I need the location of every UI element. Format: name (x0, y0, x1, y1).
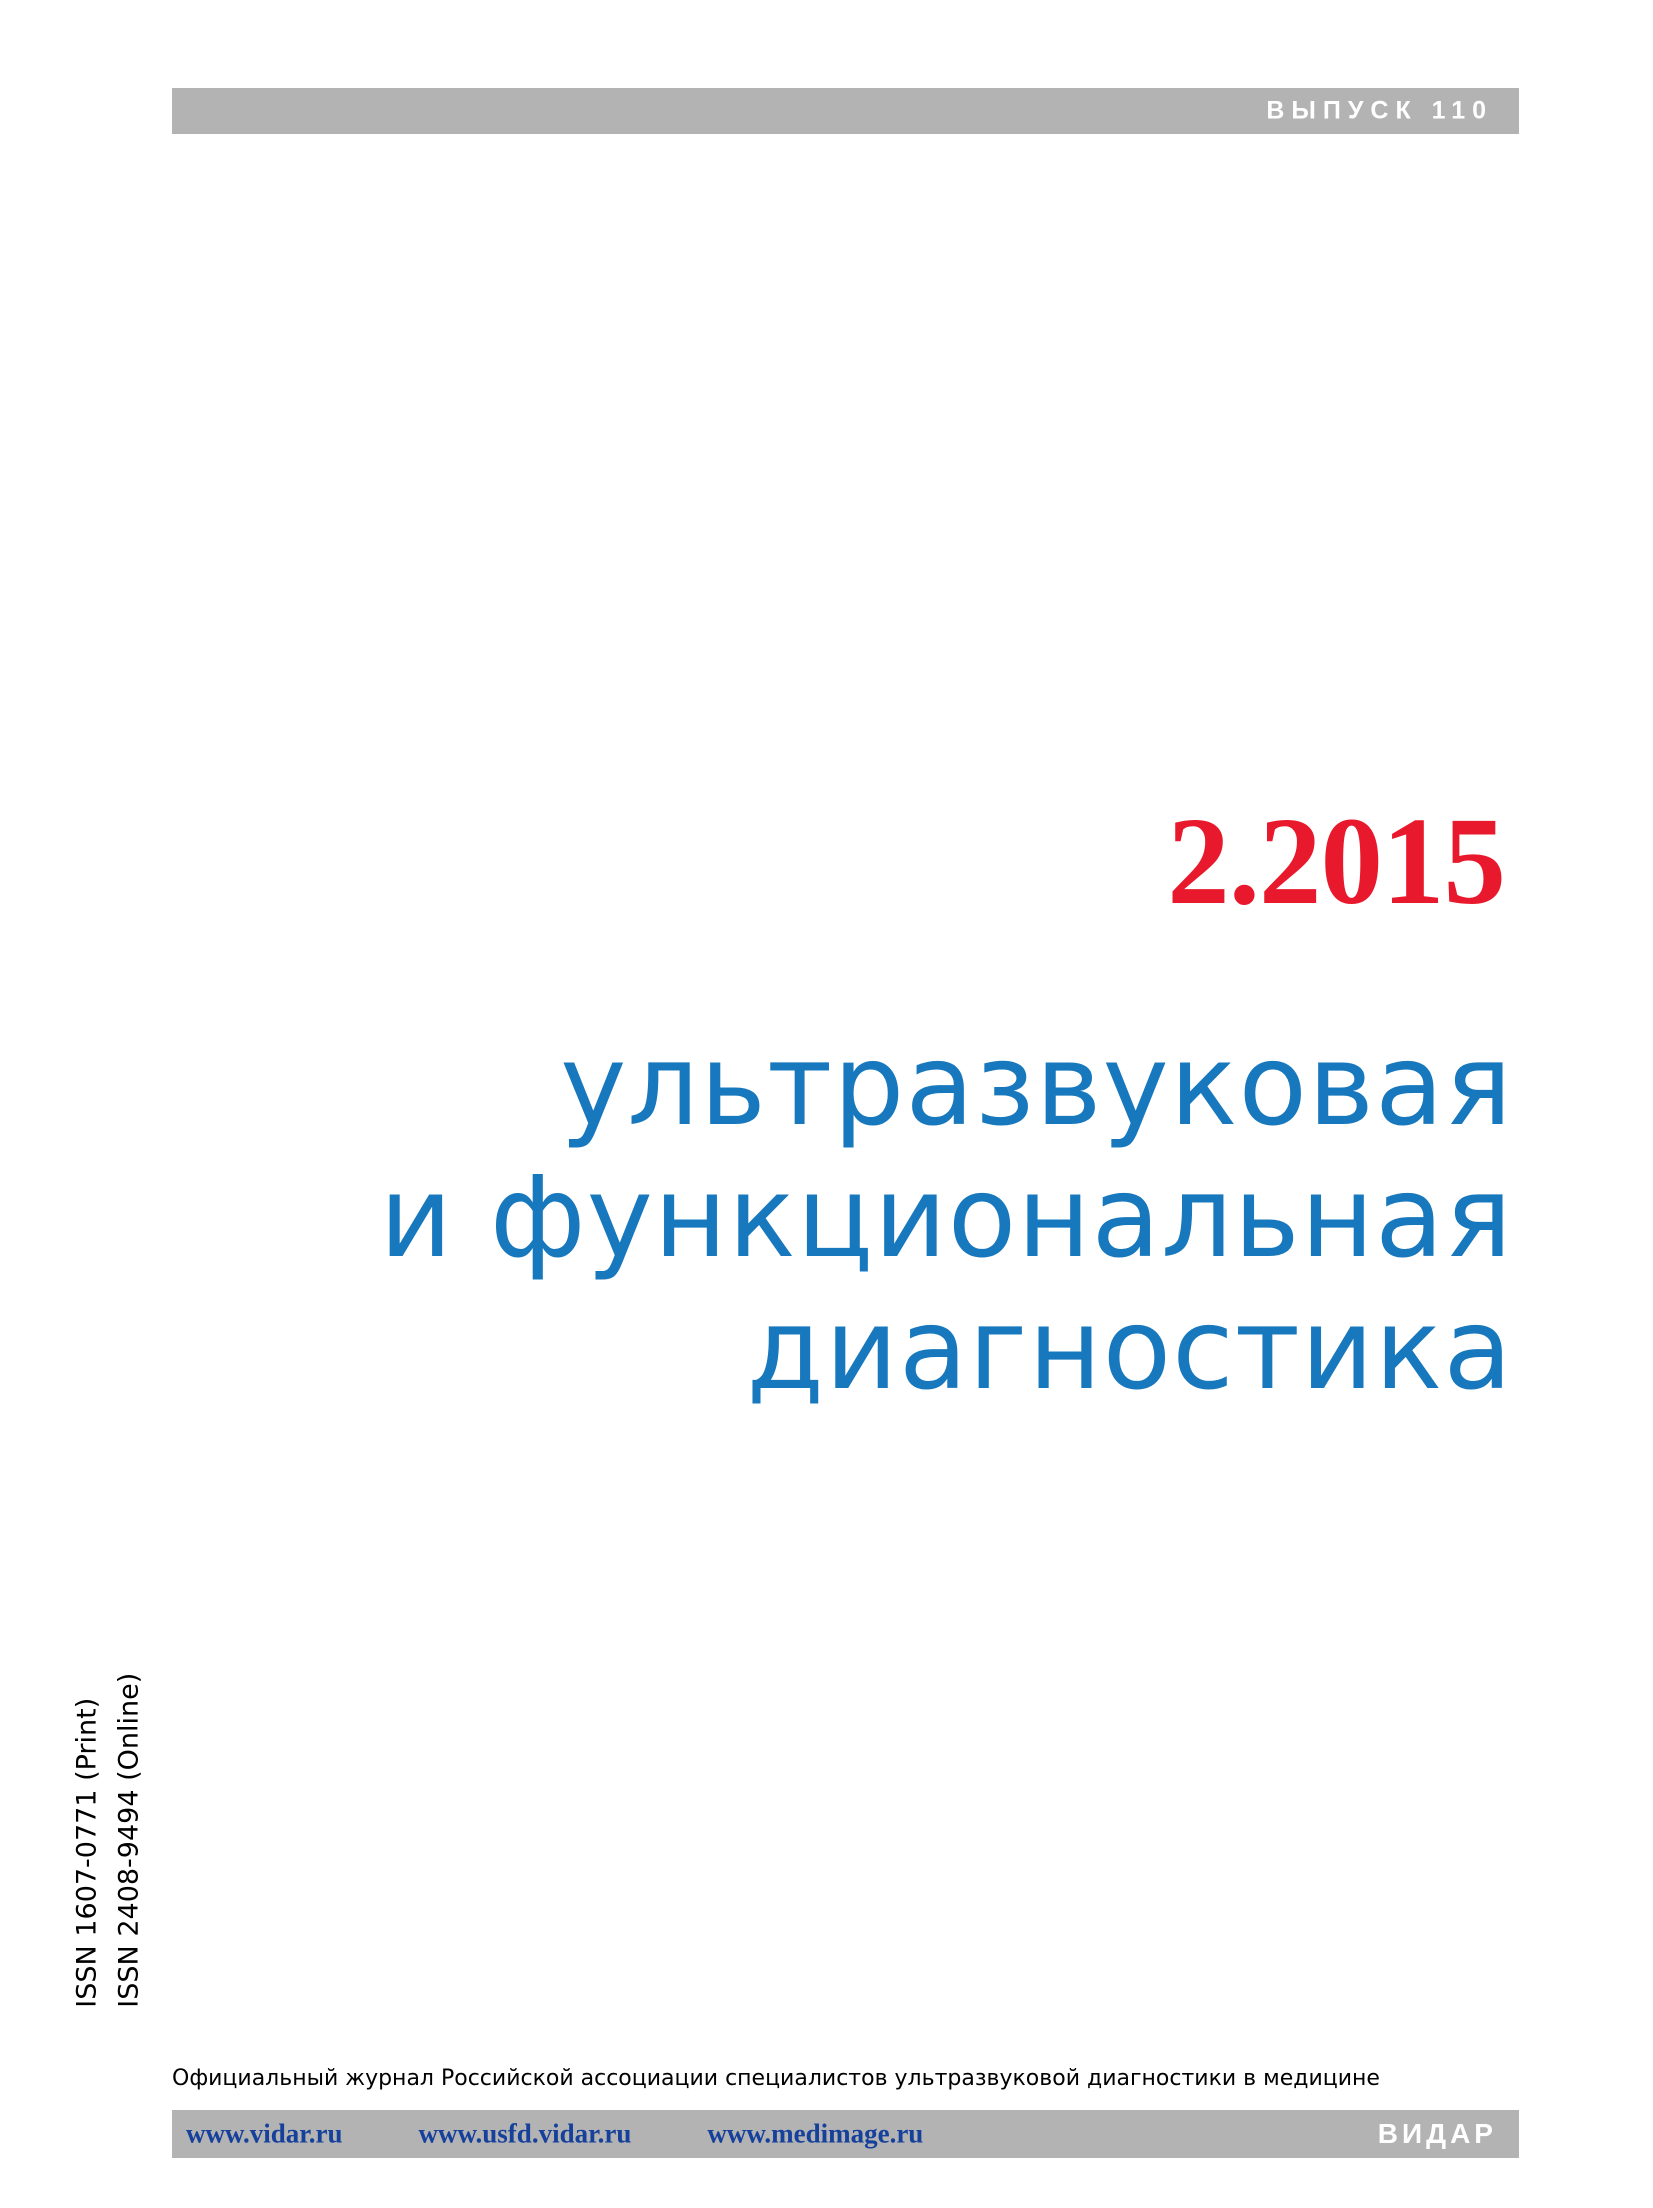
issn-online: ISSN 2408-9494 (Online) (113, 1673, 145, 2008)
footer-tagline: Официальный журнал Российской ассоциации специалистов ультразвуковой диагностики в медицине (172, 2066, 1380, 2091)
link-medimage[interactable]: www.medimage.ru (707, 2118, 924, 2149)
issn-print: ISSN 1607-0771 (Print) (71, 1698, 103, 2008)
footer-band (172, 2110, 1519, 2158)
link-usfd-vidar[interactable]: www.usfd.vidar.ru (418, 2118, 632, 2149)
issn-block (66, 1673, 150, 2008)
publisher-brand: ВИДАР (1377, 2118, 1497, 2149)
footer-links (186, 2119, 923, 2150)
issue-year: 2.2015 (1167, 793, 1505, 931)
journal-title-line-2: и функциональная (379, 1153, 1513, 1284)
issue-band (172, 88, 1519, 134)
journal-title-line-1: ультразвуковая (560, 1021, 1513, 1151)
link-vidar[interactable]: www.vidar.ru (186, 2118, 343, 2149)
journal-title-line-3: диагностика (746, 1285, 1513, 1416)
journal-title (120, 1020, 1513, 1416)
issue-number-label: ВЫПУСК 110 (1266, 96, 1493, 125)
